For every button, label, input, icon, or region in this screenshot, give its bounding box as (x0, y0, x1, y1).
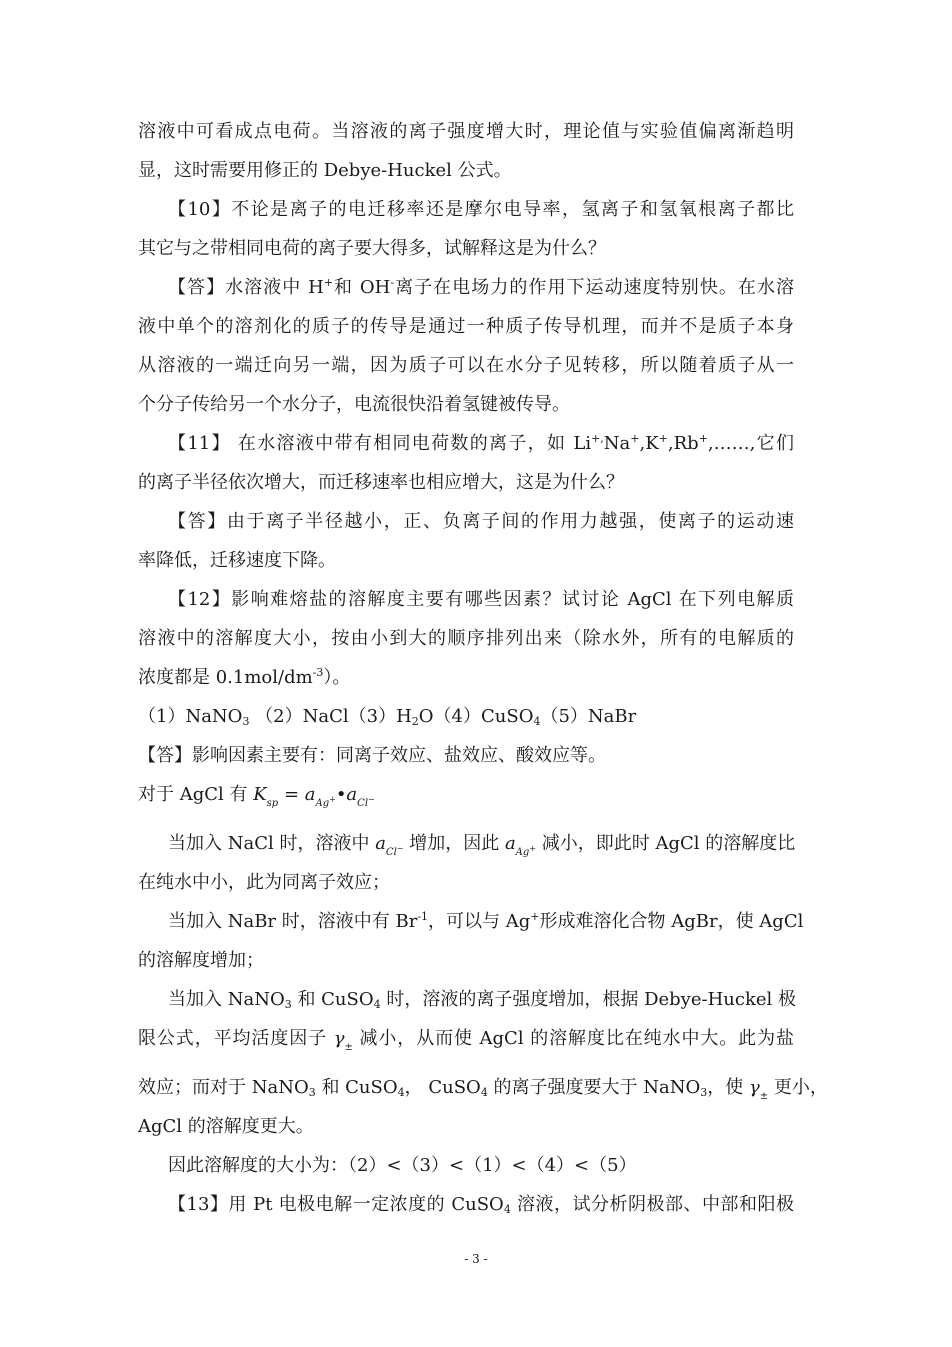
superscript: -1 (417, 910, 429, 923)
subscript (315, 795, 336, 809)
paragraph-line (138, 356, 794, 376)
text-line: 显，这时需要用修正的 Debye-Huckel 公式。 (138, 160, 512, 181)
text-span: Na (603, 433, 631, 454)
math-symbol: γ (333, 1028, 345, 1049)
superscript: +, (591, 432, 604, 445)
text-span: 【13】用 Pt 电极电解一定浓度的 CuSO (168, 1194, 504, 1215)
text-line: 的溶解度增加； (138, 950, 264, 971)
text-line: 【10】不论是离子的电迁移率还是摩尔电导率，氢离子和氢氧根离子都比 (168, 199, 794, 220)
subscript: sp (266, 798, 279, 809)
superscript: + (658, 432, 668, 445)
text-span: ）。 (323, 667, 351, 688)
text-span: 形成难溶化合物 AgBr，使 AgCl (539, 911, 804, 932)
text-span: ， CuSO (404, 1077, 481, 1098)
text-span: 浓度都是 0.1mol/dm (138, 667, 313, 688)
text-span: 的离子强度要大于 NaNO (487, 1077, 701, 1098)
text-line (138, 1077, 828, 1102)
activity-symbol (375, 833, 404, 858)
text-span: 离子在电场力的作用下运动速度特别快。在水溶 (394, 277, 794, 298)
paragraph-line (138, 161, 794, 181)
text-span: 【11】 在水溶液中带有相同电荷数的离子，如 Li (168, 433, 592, 454)
superscript: − (368, 795, 375, 804)
subscript-text: Cl (385, 847, 397, 858)
text-span: O（4）CuSO (418, 706, 534, 727)
superscript: + (329, 795, 336, 804)
text-line: 个分子传给另一个水分子，电流很快沿着氢键被传导。 (138, 394, 570, 415)
text-span: 增加，因此 (403, 833, 505, 854)
superscript: + (323, 276, 334, 289)
math-symbol: γ (748, 1077, 760, 1098)
text-line (168, 277, 794, 298)
text-line: 的离子半径依次增大，而迁移速率也相应增大，这是为什么？ (138, 472, 624, 493)
text-span: 溶液，试分析阴极部、中部和阳极 (510, 1194, 794, 1215)
text-line (168, 1194, 794, 1215)
electrolyte-list (138, 707, 794, 727)
subscript (385, 844, 404, 858)
text-span: 和 CuSO (291, 989, 374, 1010)
text-line: 从溶液的一端迁向另一端，因为质子可以在水分子见转移，所以随着质子从一 (138, 355, 794, 376)
superscript: - (390, 276, 395, 289)
text-span: 当加入 NaNO (168, 989, 285, 1010)
text-span: （5）NaBr (540, 706, 637, 727)
solubility-order (168, 1156, 794, 1176)
superscript: − (396, 844, 404, 853)
text-span: 【答】水溶液中 H (168, 277, 324, 298)
text-span: 减小，从而使 AgCl 的溶解度比在纯水中大。此为盐 (352, 1028, 794, 1049)
text-line (168, 833, 796, 858)
math-symbol: a (504, 833, 516, 854)
subscript: 3 (284, 998, 292, 1011)
math-symbol: •a (335, 784, 358, 805)
text-line: 其它与之带相同电荷的离子要大得多，试解释这是为什么？ (138, 238, 606, 259)
paragraph-line (138, 551, 794, 571)
subscript: 4 (397, 1086, 405, 1099)
math-symbol: = a (278, 784, 316, 805)
text-line: 率降低，迁移速度下降。 (138, 550, 336, 571)
text-line (168, 911, 803, 932)
question-12 (168, 590, 794, 610)
paragraph-line (138, 239, 794, 259)
ksp-formula (253, 784, 375, 809)
text-span: （2）NaCl（3）H (249, 706, 412, 727)
subscript: 3 (700, 1086, 708, 1099)
text-span: 和 OH (333, 277, 391, 298)
question-13 (168, 1195, 794, 1215)
text-span: 时，溶液的离子强度增加，根据 Debye-Huckel 极 (380, 989, 796, 1010)
answer-10 (168, 278, 794, 298)
subscript: 2 (411, 715, 419, 728)
paragraph-line (138, 1028, 794, 1053)
text-span: 和 CuSO (315, 1077, 398, 1098)
subscript-text: Ag (515, 847, 530, 858)
math-symbol: a (375, 833, 386, 854)
subscript: 3 (242, 715, 250, 728)
text-span: 当加入 NaCl 时，溶液中 (168, 833, 376, 854)
superscript: + (530, 910, 540, 923)
text-span: 减小，即此时 AgCl 的溶解度比 (536, 833, 796, 854)
question-11 (168, 434, 794, 454)
paragraph-line (138, 317, 794, 337)
superscript: + (529, 844, 536, 853)
text-line: 【答】影响因素主要有：同离子效应、盐效应、酸效应等。 (138, 745, 606, 766)
subscript: 3 (308, 1086, 316, 1099)
paragraph-line (138, 1077, 828, 1102)
paragraph-line (168, 833, 796, 858)
paragraph-line (168, 990, 794, 1010)
text-span: ，使 (707, 1077, 749, 1098)
subscript: ± (344, 1042, 353, 1053)
answer-12 (138, 746, 794, 766)
text-line: 溶液中可看成点电荷。当溶液的离子强度增大时，理论值与实验值偏离渐趋明 (138, 121, 794, 142)
text-span: 效应；而对于 NaNO (138, 1077, 309, 1098)
text-line: 在纯水中小，此为同离子效应； (138, 872, 390, 893)
subscript-text: Cl (357, 798, 369, 809)
text-line (168, 989, 796, 1010)
paragraph-line (138, 873, 794, 893)
paragraph-line (138, 629, 794, 649)
text-span: ，可以与 Ag (428, 911, 531, 932)
text-line (138, 1028, 794, 1053)
text-span: 当加入 NaBr 时，溶液中有 Br (168, 911, 418, 932)
text-span: 更小， (768, 1077, 828, 1098)
superscript: -3 (312, 666, 324, 679)
text-span: ,……,它们 (707, 433, 794, 454)
answer-11 (168, 512, 794, 532)
text-line: 【12】影响难熔盐的溶解度主要有哪些因素？试讨论 AgCl 在下列电解质 (168, 589, 794, 610)
activity-symbol (504, 833, 536, 858)
text-span: ,K (639, 433, 659, 454)
subscript (357, 795, 375, 809)
text-line: 因此溶解度的大小为：（2）<（3）<（1）<（4）<（5） (168, 1155, 637, 1176)
paragraph-line (138, 395, 794, 415)
paragraph-line (138, 1117, 794, 1137)
gamma-symbol (333, 1028, 353, 1053)
paragraph-line (168, 910, 804, 932)
subscript: 4 (373, 998, 381, 1011)
gamma-symbol (748, 1077, 769, 1102)
superscript: + (698, 432, 708, 445)
paragraph-line (138, 122, 794, 142)
text-span: ,Rb (667, 433, 699, 454)
subscript: ± (759, 1091, 769, 1102)
ksp-formula-line (138, 784, 794, 809)
text-span: 限公式，平均活度因子 (138, 1028, 334, 1049)
text-line (168, 433, 794, 454)
text-line: 液中单个的溶剂化的质子的传导是通过一种质子传导机理，而并不是质子本身 (138, 316, 794, 337)
subscript: 4 (503, 1203, 511, 1216)
text-line: AgCl 的溶解度更大。 (138, 1116, 314, 1137)
subscript (515, 844, 536, 858)
text-span: 对于 AgCl 有 (138, 784, 254, 805)
paragraph-line (138, 668, 794, 688)
question-10 (168, 200, 794, 220)
math-symbol: K (253, 784, 267, 805)
superscript: + (630, 432, 640, 445)
paragraph-line (138, 951, 794, 971)
text-line: 溶液中的溶解度大小，按由小到大的顺序排列出来（除水外，所有的电解质的 (138, 628, 794, 649)
page-number: - 3 - (464, 1252, 488, 1266)
subscript-text: Ag (315, 798, 330, 809)
paragraph-line (138, 473, 794, 493)
subscript: 4 (533, 715, 541, 728)
subscript: 4 (480, 1086, 488, 1099)
text-line: 【答】由于离子半径越小，正、负离子间的作用力越强，使离子的运动速 (168, 511, 794, 532)
text-span: （1）NaNO (138, 706, 243, 727)
